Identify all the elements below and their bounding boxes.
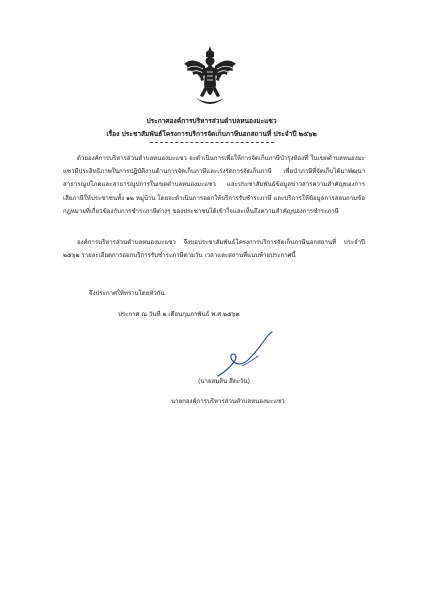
body-paragraph-2: องค์การบริหารส่วนตำบลหนองมะแซว จึงขอประชาสัมพันธ์โครงการบริการจัดเก็บภาษีนอกสถานที่ ประจำปี ๒๕๖๒ รายละเอียดการออกบริการรับชำระภาษีตามวัน เวลาและสถานที่แนบท้ายประกาศนี้ [63,239,365,260]
signatory-position: นายกองค์การบริหารส่วนตำบลหนองมะแซว [171,398,285,405]
announcement-date: ประกาศ ณ วันที่ ๒ เดือนกุมภาพันธ์ พ.ศ.๒๕๖๒ [118,311,240,318]
garuda-emblem-icon [181,44,239,110]
body-paragraph-1: ด้วยองค์การบริหารส่วนตำบลหนองมะแซว จะดำเนินการเพื่อให้การจัดเก็บภาษีบำรุงท้องที่ ในเขตตำบลหนองมะแซวมีประสิทธิภาพในการปฏิบัติงานด้านการจัดเก็บภาษีและเร่งรัดการจัดเก็บภาษี เพื่อนำภาษีที่จัดเก็บได้มาพัฒนาสาธารณูปโภคและสาธารณูปการในเขตตำบลหนองมะแซว และประชาสัมพันธ์ข้อมูลข่าวสารความสำคัญของการเสียภาษีให้ประชาชนทั้ง ๑๒ หมู่บ้าน โดยจะดำเนินการออกให้บริการรับชำระภาษี และบริการให้ข้อมูลการสอบถามข้อกฎหมายที่เกี่ยวข้องกับการชำระภาษีต่างๆ ของประชาชนได้เข้าใจและเห็นถึงความสำคัญของการชำระภาษี [63,155,365,215]
announcement-organization: ประกาศองค์การบริหารส่วนตำบลหนองมะแซว [146,117,277,125]
signatory-name: (นายสมสิน สีดะวัน) [198,378,251,385]
announcement-subject: เรื่อง ประชาสัมพันธ์โครงการบริการจัดเก็บภาษีนอกสถานที่ ประจำปี ๒๕๖๒ [106,130,317,138]
handwritten-signature [214,330,276,380]
title-divider [150,142,274,143]
closing-announce: จึงประกาศให้ทราบโดยทั่วกัน [89,290,165,297]
